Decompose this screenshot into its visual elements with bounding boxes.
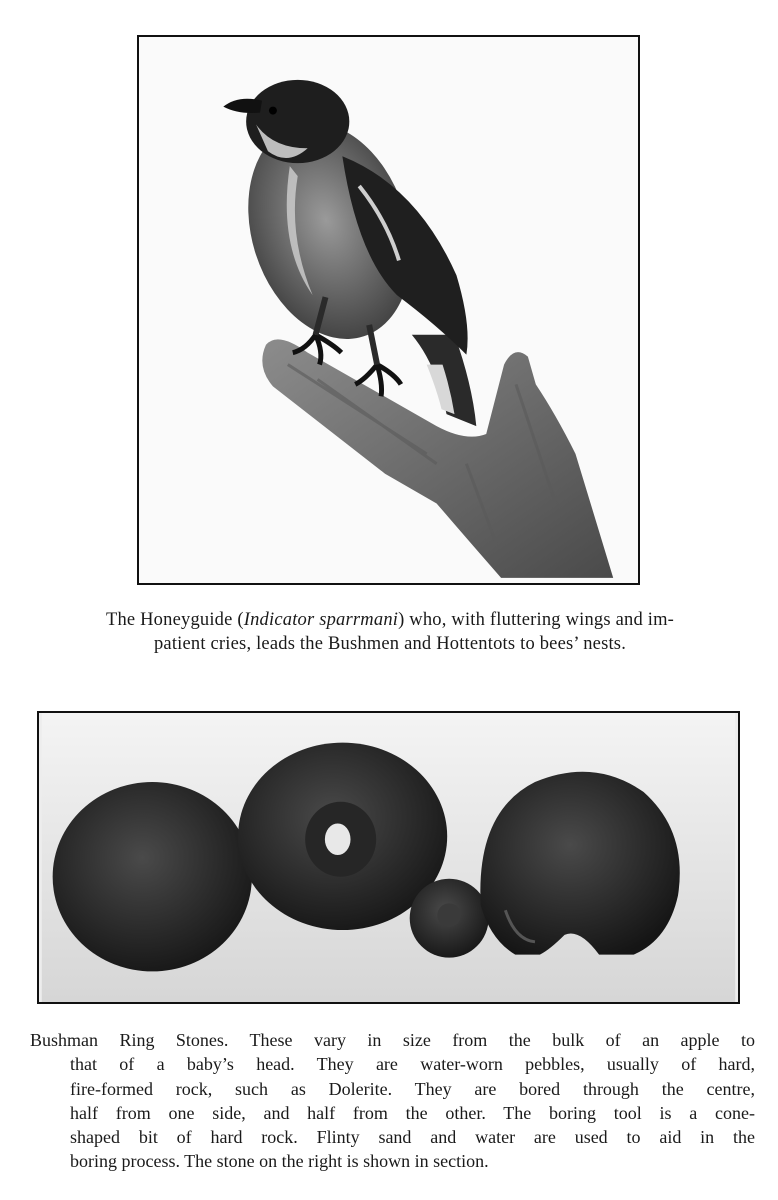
- caption-line: half from one side, and half from the other. The boring tool is a cone-: [70, 1102, 755, 1123]
- caption-line: [20, 608, 760, 632]
- caption-line: Bushman Ring Stones. These vary in size from the bulk of an apple to: [30, 1030, 755, 1050]
- ring-stones-photo: [37, 711, 740, 1004]
- caption-line: boring process. The stone on the right is shown in section.: [70, 1151, 489, 1172]
- honeyguide-photo: [137, 35, 640, 585]
- caption-text: ) who, with fluttering wings and im-: [398, 610, 675, 630]
- caption-text: The Honeyguide (: [105, 610, 244, 630]
- ring-stone-small: [410, 879, 489, 958]
- ring-stone-whole: [53, 782, 252, 971]
- species-name: Indicator sparrmani: [243, 610, 399, 630]
- ring-stones-caption: [30, 1028, 755, 1174]
- caption-line: fire-formed rock, such as Dolerite. They are bored through the centre,: [70, 1078, 755, 1099]
- honeyguide-caption: [20, 608, 760, 656]
- caption-line: patient cries, leads the Bushmen and Hottentots to bees’ nests.: [153, 634, 627, 654]
- caption-line: shaped bit of hard rock. Flinty sand and water are used to aid in the: [70, 1127, 755, 1148]
- caption-line: that of a baby’s head. They are water-worn pebbles, usually of hard,: [70, 1054, 755, 1075]
